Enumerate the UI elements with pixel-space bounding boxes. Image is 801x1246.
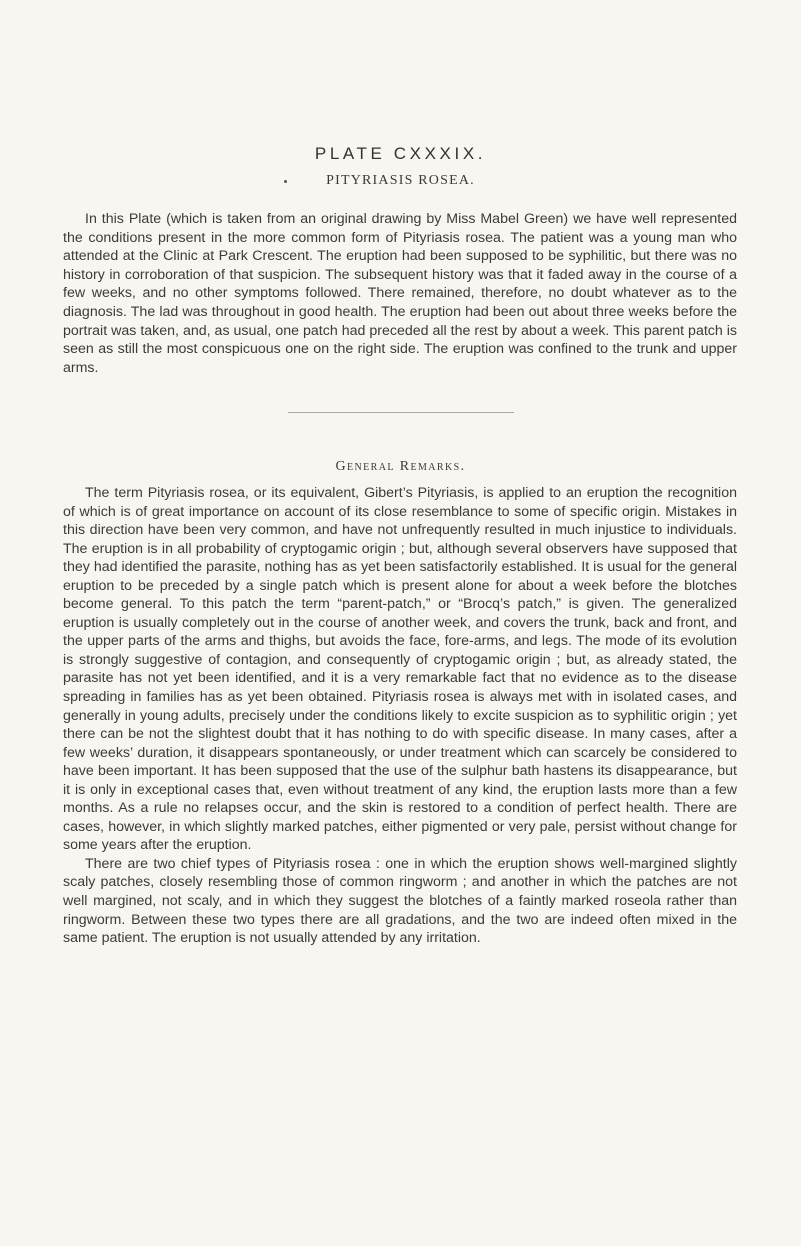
plate-title: PLATE CXXXIX. [314, 144, 487, 163]
general-remarks-heading: General Remarks. [335, 459, 466, 474]
intro-paragraph: In this Plate (which is taken from an original drawing by Miss Mabel Green) we have well represented the conditions present in the more common form of Pityriasis rosea. The patient was a young man who attended at the Clinic at Park Crescent. The eruption had been supposed to be syphilitic, but there was no history in corroboration of that suspicion. The subsequent history was that it faded away in the course of a few weeks, and no other symptoms followed. There remained, therefore, no doubt whatever as to the diagnosis. The lad was throughout in good health. The eruption had been out about three weeks before the portrait was taken, and, as usual, one patch had preceded all the rest by about a week. This parent patch is seen as still the most conspicuous one on the right side. The eruption was confined to the trunk and upper arms. [63, 211, 737, 376]
section-divider [288, 412, 514, 413]
remarks-paragraph-1: The term Pityriasis rosea, or its equivalent, Gibert’s Pityriasis, is applied to an eruption the recognition of which is of great importance on account of its close resemblance to some of specific origin. Mistakes in this direction have been very common, and have not unfrequently resulted in much injustice to individuals. The eruption is in all probability of cryptogamic origin ; but, although several observers have supposed that they had identified the parasite, nothing has as yet been satisfactorily established. It is usual for the general eruption to be preceded by a single patch which is present alone for about a week before the blotches become general. To this patch the term “parent-patch,” or “Brocq’s patch,” is given. The generalized eruption is usually completely out in the course of another week, and covers the trunk, back and front, and the upper parts of the arms and thighs, but avoids the face, fore-arms, and legs. The mode of its evolution is strongly suggestive of contagion, and consequently of cryptogamic origin ; but, as already stated, the parasite has not yet been identified, and it is a very remarkable fact that no evidence as to the disease spreading in families has as yet been obtained. Pityriasis rosea is always met with in isolated cases, and generally in young adults, precisely under the conditions likely to excite suspicion as to syphilitic origin ; yet there can be not the slightest doubt that it has nothing to do with specific disease. In many cases, after a few weeks’ duration, it disappears spontaneously, or under treatment which can scarcely be considered to have been important. It has been supposed that the use of the sulphur bath hastens its disappearance, but it is only in exceptional cases that, even without treatment of any kind, the eruption lasts more than a few months. As a rule no relapses occur, and the skin is restored to a condition of perfect health. There are cases, however, in which slightly marked patches, either pigmented or very pale, persist without change for some years after the eruption. [63, 485, 737, 854]
remarks-paragraph-2: There are two chief types of Pityriasis rosea : one in which the eruption shows well-margined slightly scaly patches, closely resembling those of common ringworm ; and another in which the patches are not well margined, not scaly, and in which they suggest the blotches of a faintly marked roseola rather than ringworm. Between these two types there are all gradations, and the two are indeed often mixed in the same patient. The eruption is not usually attended by any irritation. [63, 855, 737, 947]
general-remarks-body [63, 484, 737, 948]
plate-subtitle: PITYRIASIS ROSEA. [326, 173, 475, 188]
